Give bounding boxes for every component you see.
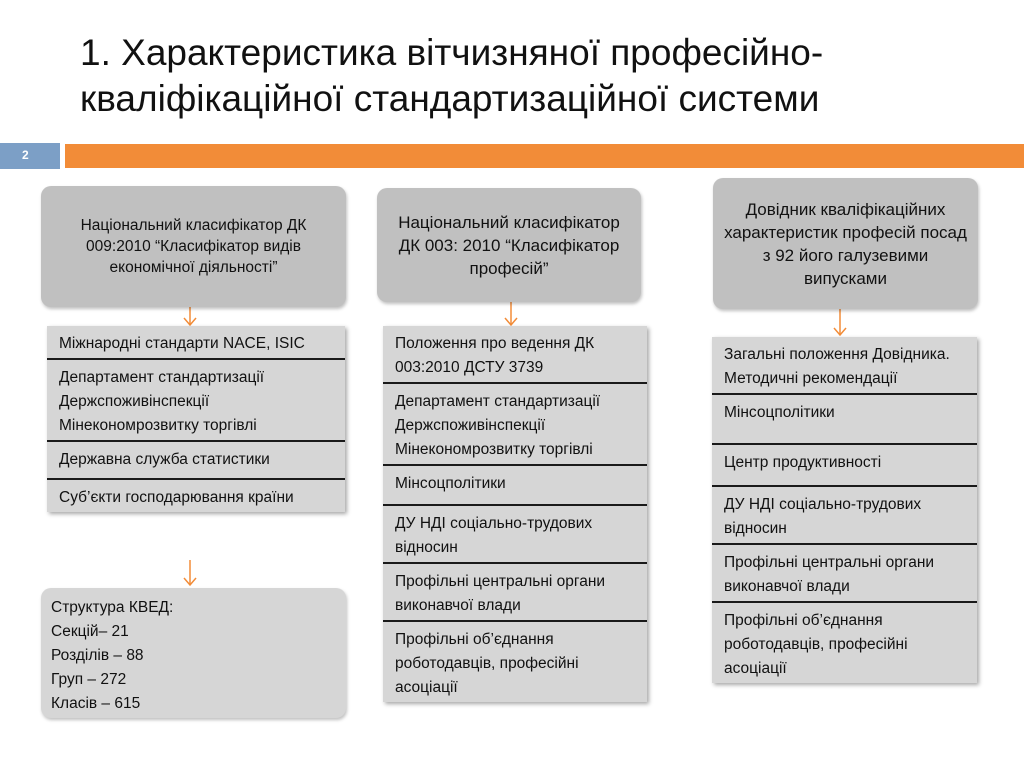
list-item: ДУ НДІ соціально-трудових відносин bbox=[383, 506, 647, 564]
list-column-1 bbox=[47, 326, 345, 512]
kved-line: Розділів – 88 bbox=[51, 647, 144, 664]
slide-title-line-1: 1. Характеристика вітчизняної професійно- bbox=[80, 32, 824, 73]
header-classifier-dk003: Національний класифікатор ДК 003: 2010 “Класифікатор професій” bbox=[377, 188, 641, 302]
list-item: Профільні центральні органи виконавчої влади bbox=[712, 545, 977, 603]
kved-line: Секцій– 21 bbox=[51, 623, 129, 640]
list-item: Профільні об’єднання роботодавців, професійні асоціації bbox=[395, 631, 579, 696]
list-item: Мінсоцполітики bbox=[383, 466, 647, 506]
list-item: Профільні центральні органи виконавчої влади bbox=[383, 564, 647, 622]
list-item: Суб’єкти господарювання країни bbox=[59, 489, 294, 506]
kved-structure-box bbox=[41, 588, 346, 718]
slide-number: 2 bbox=[22, 148, 29, 162]
list-item: Департамент стандартизації Держспоживінспекції Мінекономрозвитку торгівлі bbox=[383, 384, 647, 466]
list-item: Міжнародні стандарти NACE, ISIC bbox=[47, 326, 345, 360]
kved-line: Класів – 615 bbox=[51, 695, 141, 712]
list-item: Державна служба статистики bbox=[47, 442, 345, 480]
list-column-2 bbox=[383, 326, 647, 702]
list-item: Загальні положення Довідника. Методичні рекомендації bbox=[712, 337, 977, 395]
list-item: Положення про ведення ДК 003:2010 ДСТУ 3739 bbox=[383, 326, 647, 384]
header-classifier-dk009: Національний класифікатор ДК 009:2010 “Класифікатор видів економічної діяльності” bbox=[41, 186, 346, 307]
slide-title-line-2: кваліфікаційної стандартизаційної системи bbox=[80, 78, 820, 119]
list-column-3 bbox=[712, 337, 977, 683]
header-qualification-handbook: Довідник кваліфікаційних характеристик професій посад з 92 його галузевими випусками bbox=[713, 178, 978, 309]
kved-line: Груп – 272 bbox=[51, 671, 127, 688]
list-item: Департамент стандартизації Держспоживінспекції Мінекономрозвитку торгівлі bbox=[47, 360, 345, 442]
list-item: Профільні об’єднання роботодавців, професійні асоціації bbox=[724, 612, 908, 677]
list-item: Центр продуктивності bbox=[712, 445, 977, 487]
kved-heading: Структура КВЕД: bbox=[51, 599, 174, 616]
list-item: ДУ НДІ соціально-трудових відносин bbox=[712, 487, 977, 545]
list-item: Мінсоцполітики bbox=[712, 395, 977, 445]
